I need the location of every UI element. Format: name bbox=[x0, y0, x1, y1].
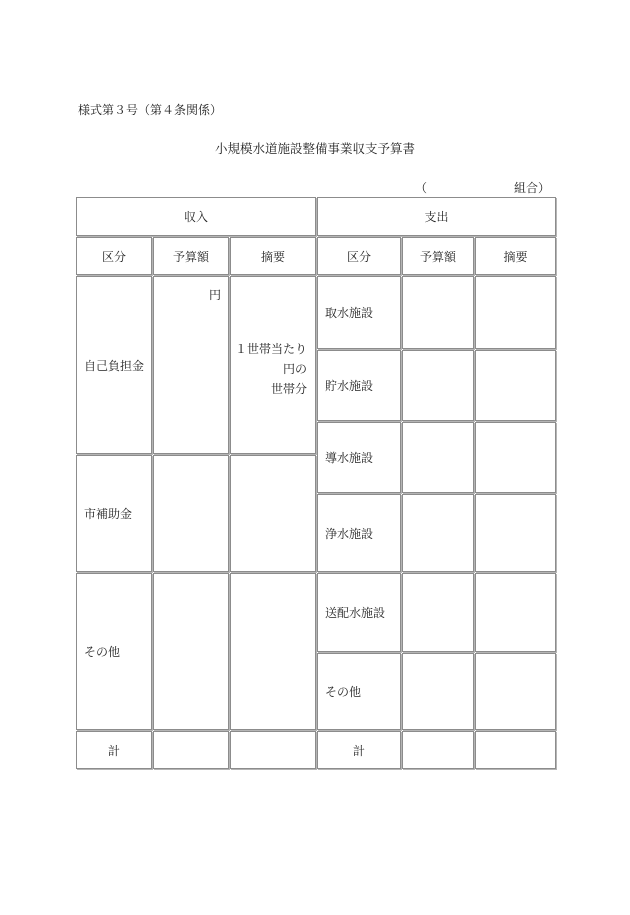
city-subsidy-label: 市補助金 bbox=[76, 455, 152, 572]
distribution-facility-label: 送配水施設 bbox=[317, 573, 401, 652]
expense-col-memo: 摘要 bbox=[475, 237, 556, 275]
memo-per-household: １世帯当たり bbox=[234, 342, 307, 356]
memo-yen: 円の bbox=[282, 362, 307, 376]
memo-households: 世帯分 bbox=[270, 382, 307, 396]
self-burden-label: 自己負担金 bbox=[76, 276, 152, 454]
expense-total-memo bbox=[475, 731, 556, 769]
expense-total-budget bbox=[402, 731, 474, 769]
storage-facility-label: 貯水施設 bbox=[317, 350, 401, 421]
city-subsidy-memo bbox=[230, 455, 316, 572]
conveyance-facility-budget bbox=[402, 422, 474, 493]
income-total-budget bbox=[153, 731, 229, 769]
distribution-facility-budget bbox=[402, 573, 474, 652]
income-col-memo: 摘要 bbox=[230, 237, 316, 275]
income-col-category: 区分 bbox=[76, 237, 152, 275]
city-subsidy-budget bbox=[153, 455, 229, 572]
conveyance-facility-memo bbox=[475, 422, 556, 493]
expense-other-budget bbox=[402, 653, 474, 730]
self-burden-budget bbox=[153, 276, 229, 454]
expense-other-label: その他 bbox=[317, 653, 401, 730]
income-total-memo bbox=[230, 731, 316, 769]
intake-facility-memo bbox=[475, 276, 556, 349]
union-name-suffix: 組合） bbox=[513, 181, 550, 195]
income-col-budget: 予算額 bbox=[153, 237, 229, 275]
intake-facility-budget bbox=[402, 276, 474, 349]
income-total-label: 計 bbox=[76, 731, 152, 769]
expense-header: 支出 bbox=[317, 197, 556, 236]
yen-unit: 円 bbox=[208, 288, 221, 302]
expense-col-budget: 予算額 bbox=[402, 237, 474, 275]
expense-total-label: 計 bbox=[317, 731, 401, 769]
union-open-paren: （ bbox=[415, 181, 428, 195]
expense-other-memo bbox=[475, 653, 556, 730]
intake-facility-label: 取水施設 bbox=[317, 276, 401, 349]
storage-facility-memo bbox=[475, 350, 556, 421]
document-title: 小規模水道施設整備事業収支予算書 bbox=[214, 141, 415, 156]
self-burden-memo bbox=[230, 276, 316, 454]
income-other-label: その他 bbox=[76, 573, 152, 730]
form-number: 様式第３号（第４条関係） bbox=[78, 103, 223, 117]
conveyance-facility-label: 導水施設 bbox=[317, 422, 401, 493]
distribution-facility-memo bbox=[475, 573, 556, 652]
purification-facility-memo bbox=[475, 494, 556, 572]
purification-facility-label: 浄水施設 bbox=[317, 494, 401, 572]
expense-col-category: 区分 bbox=[317, 237, 401, 275]
income-other-memo bbox=[230, 573, 316, 730]
income-header: 収入 bbox=[76, 197, 316, 236]
income-other-budget bbox=[153, 573, 229, 730]
purification-facility-budget bbox=[402, 494, 474, 572]
storage-facility-budget bbox=[402, 350, 474, 421]
